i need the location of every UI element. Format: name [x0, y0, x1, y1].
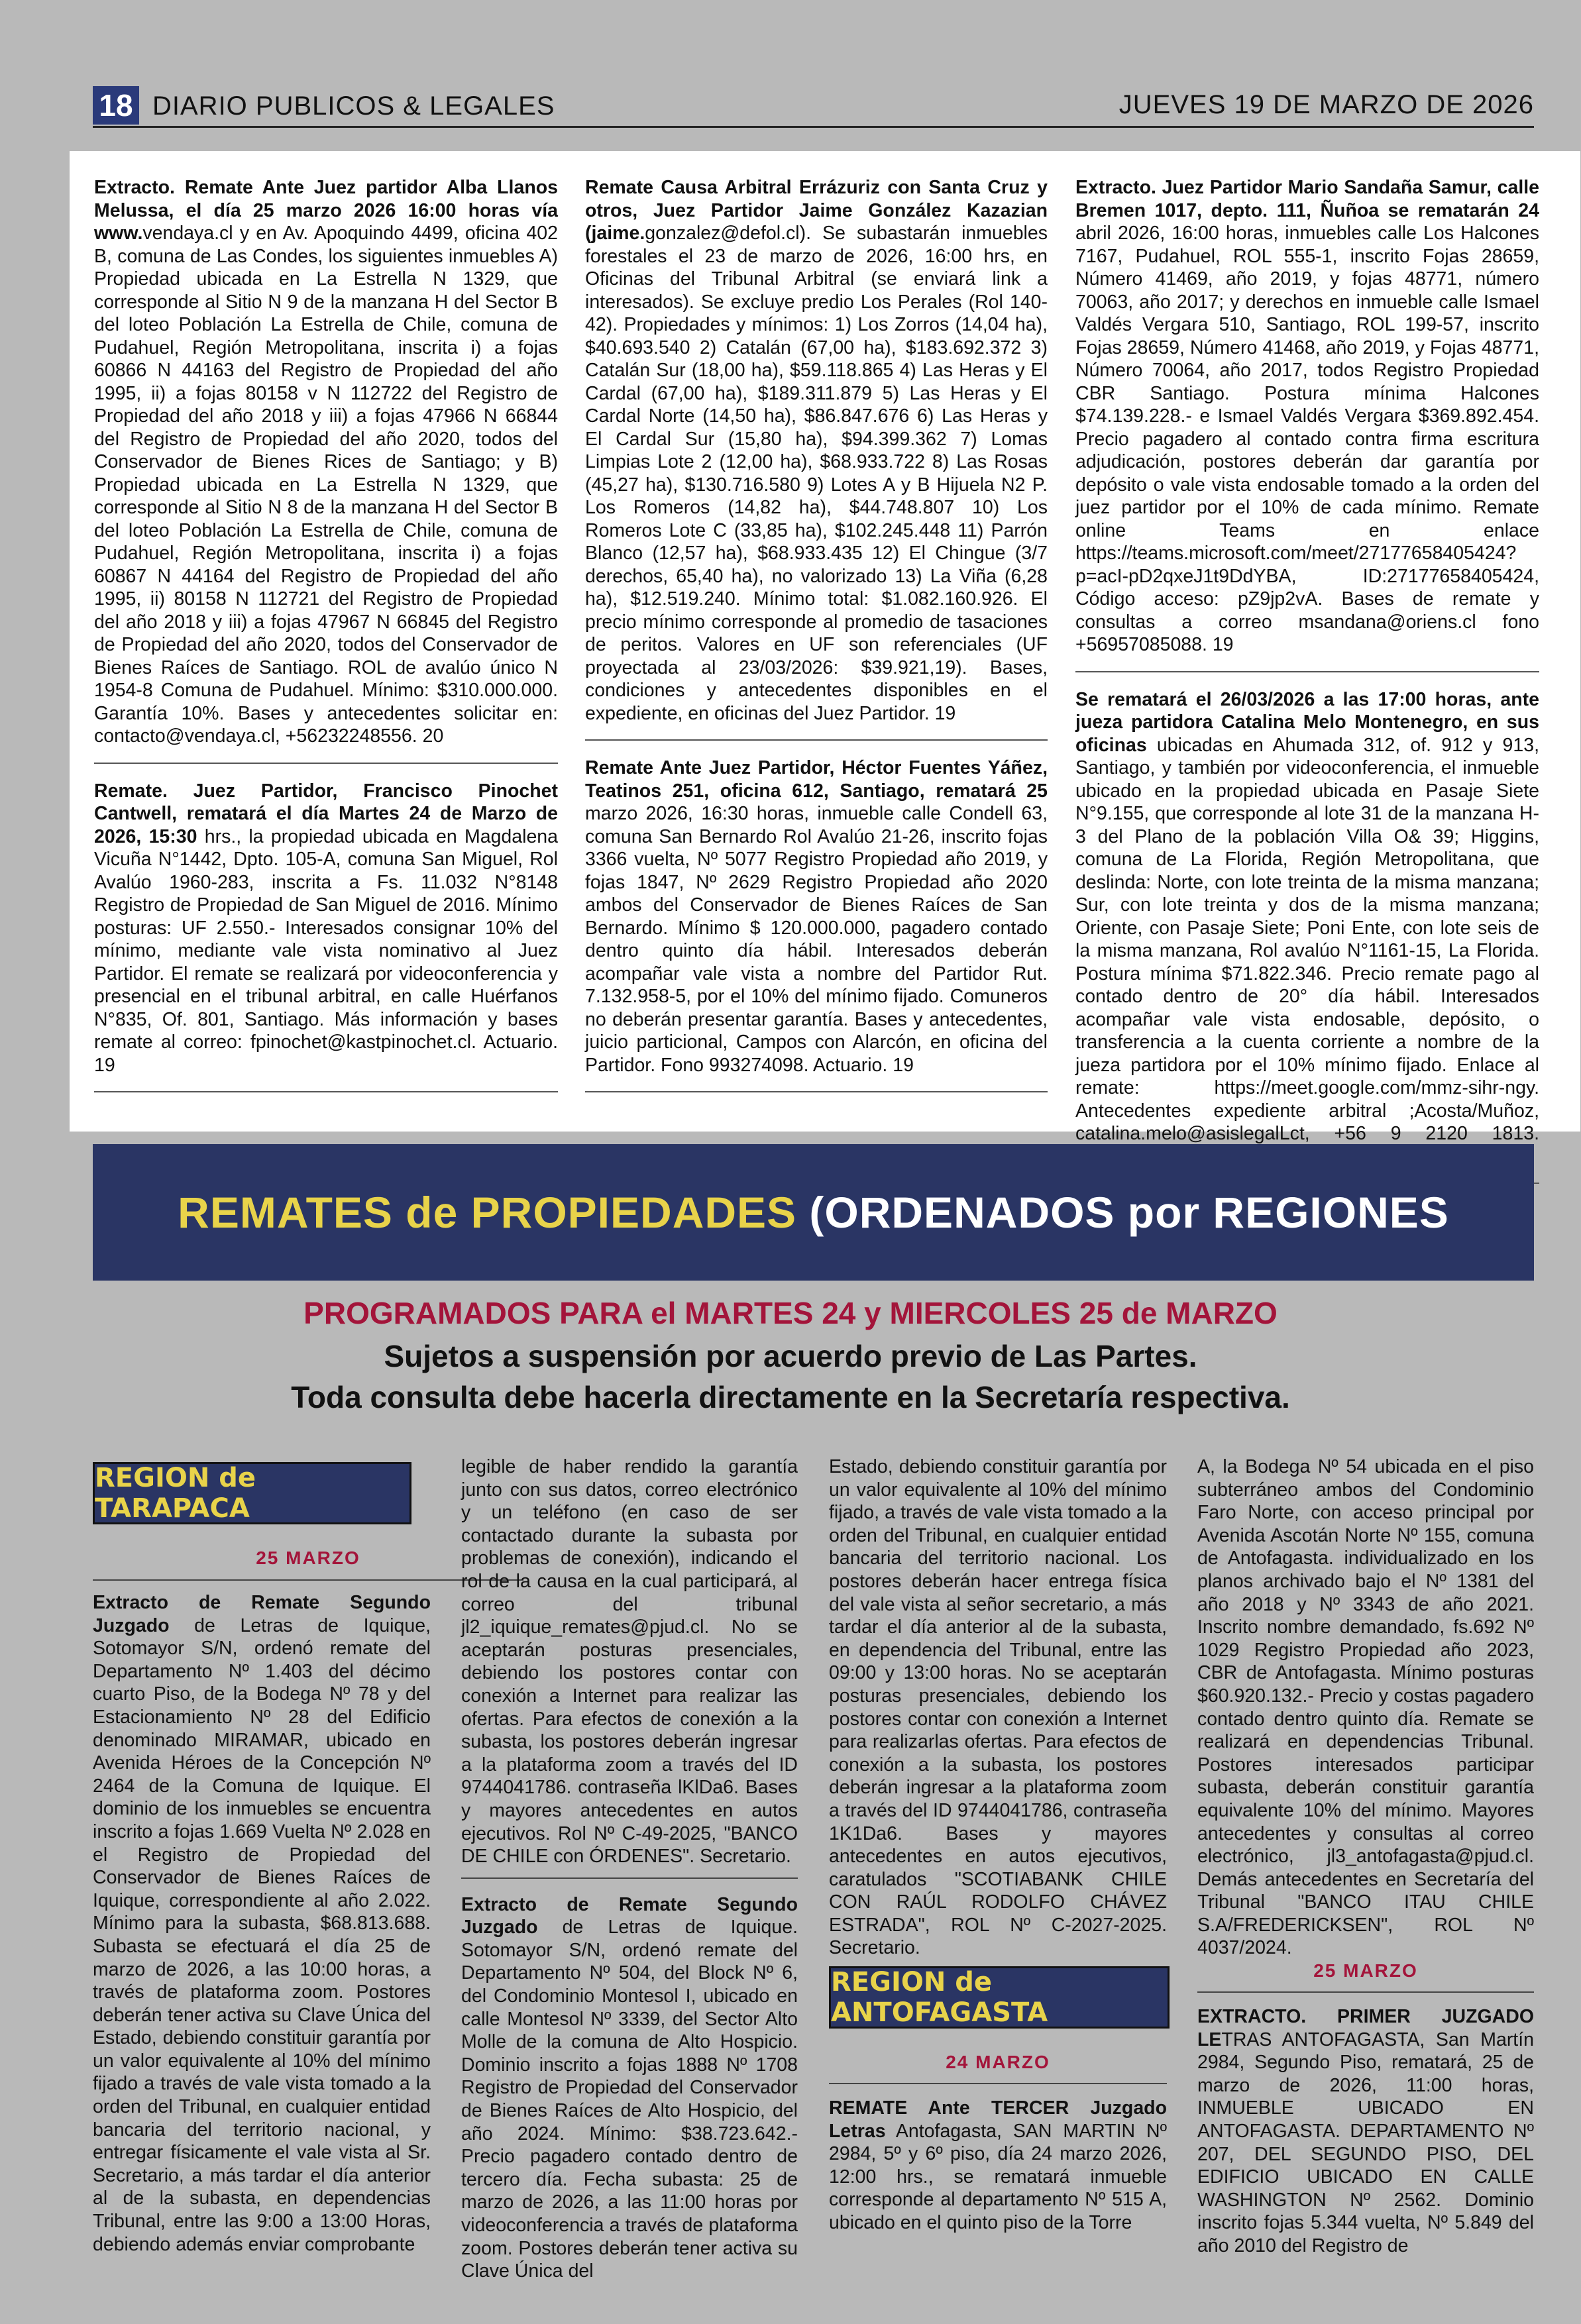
notice-body: marzo 2026, 16:30 horas, inmueble calle Condell 63, comuna San Bernardo Rol Avalúo 21-26, inscrito fojas 3366 vuelta, Nº 5077 Registro Propiedad año 2019, y fojas 1847, Nº 2629 Registro Propiedad año 2020 ambos del Conservador de Bienes Raíces de San Bernardo. Mínimo $ 120.000.000, pagadero contado dentro quinto día hábil. Interesados deberán acompañar vale vista a nombre del Partidor Rut. 7.132.958-5, por el 10% del mínimo fijado. Comuneros no deberán presentar garantía. Bases y antecedentes, juicio particional, Campos con Alarcón, en oficina del Partidor. Fono 993274098. Actuario. 19 [585, 803, 1048, 1076]
region-header-antofagasta [829, 1966, 1170, 2029]
notice-heading: Se rematará el 26/03/2026 a las 17:00 horas, ante jueza partidora Catalina Melo Montenegro, en sus oficinas [1075, 688, 1539, 756]
notice-continued: A, la Bodega Nº 54 ubicada en el piso subterráneo ambos del Condominio Faro Norte, con acceso principal por Avenida Ascotán Norte Nº 155, comuna de Antofagasta. individualizado en los planos archivado bajo el Nº 1381 del año 2018 y Nº 3343 de año 2021. Inscrito nombre demandado, fs.692 Nº 1029 Registro Propiedad año 2023, CBR de Antofagasta. Mínimo posturas $60.920.132.- Precio y costas pagadero contado dentro quinto día. Remate se realizará en dependencias Tribunal. Postores interesados participar subasta, deberán constituir garantía equivalente 10% del mínimo. Mayores antecedentes y consultas al correo electrónico, jl3_antofagasta@pjud.cl. Demás antecedentes en Secretaría del Tribunal "BANCO ITAU CHILE S.A/FREDERICKSEN", ROL Nº 4037/2024. [1197, 1456, 1534, 1959]
divider [94, 763, 558, 764]
notice [93, 1591, 431, 2256]
divider [461, 1877, 798, 1879]
notice-heading: REMATE Ante TERCER Juzgado Letras [829, 2097, 1167, 2142]
date-heading: 25 MARZO [256, 1548, 360, 1568]
notice-heading: Remate Ante Juez Partidor, Héctor Fuentes Yáñez, Teatinos 251, oficina 612, Santiago, rematará 25 [585, 757, 1048, 802]
divider [93, 1579, 523, 1581]
banner-title-part2: (ORDENADOS por REGIONES [796, 1188, 1449, 1237]
notice [94, 176, 558, 748]
notice-heading: Extracto. Remate Ante Juez partidor Alba Llanos Melussa, el día 25 marzo 2026 16:00 horas vía www. [94, 177, 558, 244]
divider [829, 2083, 1167, 2084]
notice-heading: Extracto de Remate Segundo Juzgado [461, 1893, 798, 1938]
notice-body: TRAS ANTOFAGASTA, San Martín 2984, Segundo Piso, rematará, 25 de marzo de 2026, 11:00 horas, INMUEBLE UBICADO EN ANTOFAGASTA. DEPARTAMENTO Nº 207, DEL SEGUNDO PISO, DEL EDIFICIO UBICADO EN CALLE WASHINGTON Nº 2562. Dominio inscrito fojas 5.344 vuelta, Nº 5.849 del año 2010 del Registro de [1197, 2029, 1534, 2256]
notice [461, 1893, 798, 2283]
bottom-column-1 [93, 1591, 431, 2256]
notice-heading: Remate Causa Arbitral Errázuriz con Santa Cruz y otros, Juez Partidor Jaime González Kazazian (jaime. [585, 177, 1048, 244]
notice-heading: Extracto. Juez Partidor Mario Sandaña Samur, calle Bremen 1017, depto. 111, Ñuñoa se rematarán 24 [1075, 177, 1539, 221]
notice [829, 2097, 1167, 2235]
region-title: REGION de ANTOFAGASTA [831, 1967, 1048, 2028]
notice [1197, 2005, 1534, 2258]
notices-box [70, 151, 1580, 1144]
notice-body: Antofagasta, SAN MARTIN Nº 2984, 5º y 6º piso, día 24 marzo 2026, 12:00 hrs., se rematará inmueble corresponde al departamento Nº 515 A, ubicado en el quinto piso de la Torre [829, 2120, 1167, 2233]
divider [1075, 671, 1539, 672]
divider [94, 1091, 558, 1092]
notice-continued: legible de haber rendido la garantía junto con sus datos, correo electrónico y un teléfono (en caso de ser contactado durante la subasta por problemas de conexión), indicando el rol de la causa en la cual participará, al correo del tribunal jl2_iquique_remates@pjud.cl. No se aceptarán posturas presenciales, debiendo los postores contar con conexión a Internet para realizar las ofertas. Para efectos de conexión a la subasta, los postores deberán ingresar a la plataforma zoom a través del ID 9744041786. contraseña lKlDa6. Bases y mayores antecedentes en autos ejecutivos. Rol Nº C-49-2025, "BANCO DE CHILE con ÓRDENES". Secretario. [461, 1456, 798, 1868]
notice-body: de Letras de Iquique. Sotomayor S/N, ordenó remate del Departamento Nº 504, del Block Nº 6, del Condominio Montesol I, ubicado en calle Montesol Nº 3339, del Sector Alto Molle de la comuna de Alto Hospicio. Dominio inscrito a fojas 1888 Nº 1708 Registro de Propiedad del Conservador de Bienes Raíces de Alto Hospicio, del año 2024. Mínimo: $38.723.642.- Precio pagadero contado dentro de tercero día. Fecha subasta: 25 de marzo de 2026, a las 11:00 horas por videoconferencia a través de plataforma zoom. Postores deberán tener activa su Clave Única del [461, 1917, 798, 2282]
programados-line: PROGRAMADOS PARA el MARTES 24 y MIERCOLES 25 de MARZO [303, 1296, 1278, 1330]
notice [585, 757, 1048, 1077]
bottom-column-3 [829, 1455, 1167, 1960]
region-header-tarapaca [93, 1462, 411, 1524]
notice-column-2 [585, 176, 1048, 1108]
banner-title-part1: REMATES de PROPIEDADES [178, 1188, 797, 1237]
notice [1075, 176, 1539, 657]
notice-column-3 [1075, 176, 1539, 1200]
notice [94, 780, 558, 1077]
suspension-note: Sujetos a suspensión por acuerdo previo de Las Partes. [384, 1339, 1197, 1373]
divider [585, 739, 1048, 741]
divider [1197, 1991, 1534, 1993]
notice-body: hrs., la propiedad ubicada en Magdalena Vicuña N°1442, Dpto. 105-A, comuna San Miguel, Rol Avalúo 1960-283, inscrita a Fs. 11.032 N°8148 Registro de Propiedad de San Miguel de 2016. Mínimo posturas: UF 2.550.- Interesados consignar 10% del mínimo, mediante vale vista nominativo al Juez Partidor. El remate se realizará por videoconferencia y presencial en el tribunal arbitral, en calle Huérfanos N°835, Of. 801, Santiago. Más información y bases remate al correo: fpinochet@kastpinochet.cl. Actuario. 19 [94, 825, 558, 1076]
publication-title: DIARIO PUBLICOS & LEGALES [152, 91, 555, 121]
notice-body: ubicadas en Ahumada 312, of. 912 y 913, Santiago, y también por videoconferencia, el inmueble ubicado en la propiedad ubicada en Pasaje Siete N°9.155, que corresponde al lote 31 de la manzana H-3 del Plano de la población Villa O& 39; Higgins, comuna de La Florida, Región Metropolitana, que deslinda: Norte, con lote treinta de la misma manzana; Sur, con lote treinta y dos de la misma manzana; Oriente, con Pasaje Siete; Poni Ente, con lote seis de la misma manzana, Rol avalúo N°1161-15, La Florida. Postura mínima $71.822.346. Precio remate pago al contado dentro de 20° día hábil. Interesados acompañar vale vista endosable, depósito, o transferencia a la cuenta corriente a nombre de la jueza partidora por el 10% mínimo fijado. Enlace al remate: https://meet.google.com/mmz-sihr-ngy. Antecedentes expediente arbitral ;Acosta/Muñoz, catalina.melo@asislegalLct, +56 9 2120 1813. [1075, 734, 1539, 1144]
notice-body: de Letras de Iquique, Sotomayor S/N, ordenó remate del Departamento Nº 1.403 del décimo cuarto Piso, de la Bodega Nº 78 y del Estacionamiento Nº 28 del Edificio denominado MIRAMAR, ubicado en Avenida Héroes de la Concepción Nº 2464 de la Comuna de Iquique. El dominio de los inmuebles se encuentra inscrito a fojas 1.669 Vuelta Nº 2.028 en el Registro de Propiedad del Conservador de Bienes Raíces de Iquique, correspondiente al año 2.022. Mínimo para la subasta, $68.813.688. Subasta se efectuará el día 25 de marzo de 2026, a las 10:00 horas, a través de plataforma zoom. Postores deberán tener activa su Clave Única del Estado, debiendo constituir garantía por un valor equivalente al 10% del mínimo fijado a través de vale vista tomado a la orden del Tribunal, en cualquier entidad bancaria del territorio nacional, y entregar físicamente el vale vista al Sr. Secretario, a más tardar el día anterior al de la subasta, en dependencias Tribunal, entre las 9:00 a 13:00 Horas, debiendo además enviar comprobante [93, 1614, 431, 2255]
notice-heading: Extracto de Remate Segundo Juzgado [93, 1592, 431, 1636]
notice-column-1 [94, 176, 558, 1108]
notice-body: gonzalez@defol.cl). Se subastarán inmuebles forestales el 23 de marzo de 2026, 16:00 hrs, en Oficinas del Tribunal Arbitral (se enviará link a interesados). Se excluye predio Los Perales (Rol 140-42). Propiedades y mínimos: 1) Los Zorros (14,04 ha), $40.693.540 2) Catalán (67,00 ha), $183.692.372 3) Catalán Sur (18,00 ha), $59.118.865 4) Las Heras y El Cardal (67,00 ha), $189.311.879 5) Las Heras y El Cardal Norte (14,50 ha), $86.847.676 6) Las Heras y El Cardal Sur (15,80 ha), $94.399.362 7) Lomas Limpias Lote 2 (12,00 ha), $68.933.722 8) Las Rosas (45,27 ha), $130.716.580 9) Lotes A y B Hijuela N2 P. Los Romeros (14,82 ha), $44.748.807 10) Los Romeros Lote C (33,85 ha), $102.245.448 11) Parrón Blanco (12,57 ha), $68.933.435 12) El Chingue (3/7 derechos, 65,40 ha), no valorizado 13) La Viña (6,28 ha), $12.519.240. Mínimo total: $1.082.160.926. El precio mínimo corresponde al promedio de tasaciones de peritos. Valores en UF son referenciales (UF proyectada al 23/03/2026: $39.921,19). Bases, condiciones y antecedentes disponibles en el expediente, en oficinas del Juez Partidor. 19 [585, 223, 1048, 724]
divider [585, 1091, 1048, 1092]
banner-title [178, 1187, 1449, 1238]
consulta-note: Toda consulta debe hacerla directamente en la Secretaría respectiva. [291, 1380, 1290, 1414]
bottom-column-2 [461, 1455, 798, 2283]
date-heading: 24 MARZO [946, 2052, 1050, 2072]
section-banner [93, 1144, 1534, 1281]
notice-body: vendaya.cl y en Av. Apoquindo 4499, oficina 402 B, comuna de Las Condes, los siguientes inmuebles A) Propiedad ubicada en La Estrella N 1329, que corresponde al Sitio N 9 de la manzana H del Sector B del loteo Población La Estrella de Chile, comuna de Pudahuel, Región Metropolitana, inscrita i) a fojas 60866 N 44163 del Registro de Propiedad del año 1995, ii) a fojas 80158 v N 112722 del Registro de Propiedad del año 2018 y iii) a fojas 47966 N 66844 del Registro de Propiedad del año 2020, todos del Conservador de Bienes Rices de Santiago; y B) Propiedad ubicada en La Estrella N 1329, que corresponde al Sitio N 8 de la manzana H del Sector B del loteo Población La Estrella de Chile, comuna de Pudahuel, Región Metropolitana, inscrita i) a fojas 60867 N 44164 del Registro de Propiedad del año 1995, ii) 80158 N 112721 del Registro de Propiedad del año 2018 y iii) a fojas 47967 N 66845 del Registro de Propiedad del año 2020, todos del Conservador de Bienes Raíces de Santiago. ROL de avalúo único N 1954-8 Comuna de Pudahuel. Mínimo: $310.000.000. Garantía 10%. Bases y antecedentes solicitar en: contacto@vendaya.cl, +56232248556. 20 [94, 223, 558, 747]
bottom-column-4 [1197, 1455, 1534, 1960]
page-header [93, 83, 1534, 128]
page-number: 18 [93, 86, 139, 125]
notice-heading: EXTRACTO. PRIMER JUZGADO LE [1197, 2006, 1534, 2050]
notice-body: abril 2026, 16:00 horas, inmuebles calle Los Halcones 7167, Pudahuel, ROL 555-1, inscrito Fojas 28659, Número 41469, año 2019, y fojas 48771, número 70063, año 2017; y derechos en inmueble calle Ismael Valdés Vergara 510, Santiago, ROL 199-57, inscrito Fojas 28659, Número 41468, año 2019, y Fojas 48771, Número 70064, año 2017, todos Registro Propiedad CBR Santiago. Postura mínima Halcones $74.139.228.- e Ismael Valdés Vergara $369.892.454. Precio pagadero al contado contra firma escritura adjudicación, postores deberán dar garantía por depósito o vale vista endosable tomado a la orden del juez partidor por el 10% de cada mínimo. Remate online Teams en enlace https://teams.microsoft.com/meet/27177658405424?p=acI-pD2qxeJ1t9DdYBA, ID:27177658405424, Código acceso: pZ9jp2vA. Bases de remate y consultas a correo msandana@oriens.cl fono +56957085088. 19 [1075, 223, 1539, 655]
notice [1075, 688, 1539, 1169]
date-heading: 25 MARZO [1313, 1960, 1418, 1981]
publication-date: JUEVES 19 DE MARZO DE 2026 [1118, 90, 1534, 119]
bottom-column-3-notice [829, 2097, 1167, 2235]
notice [585, 176, 1048, 725]
region-title: REGION de TARAPACA [95, 1463, 256, 1524]
notice-heading: Remate. Juez Partidor, Francisco Pinochet Cantwell, rematará el día Martes 24 de Marzo de 2026, 15:30 [94, 780, 558, 847]
bottom-column-4-notice [1197, 2005, 1534, 2258]
notice-continued: Estado, debiendo constituir garantía por un valor equivalente al 10% del mínimo fijado, a través de vale vista tomado a la orden del Tribunal, en cualquier entidad bancaria del territorio nacional. Los postores deberán hacer entrega física del vale vista al señor secretario, a más tardar el día anterior al de la subasta, en dependencia del Tribunal, entre las 09:00 y 13:00 horas. No se aceptarán posturas presenciales, debiendo los postores contar con conexión a Internet para realizarlas ofertas. Para efectos de conexión a la subasta, los postores deberán ingresar a la plataforma zoom a través del ID 9744041786, contraseña 1K1Da6. Bases y mayores antecedentes en autos ejecutivos, caratulados "SCOTIABANK CHILE CON RAÚL RODOLFO CHÁVEZ ESTRADA", ROL Nº C-2027-2025. Secretario. [829, 1456, 1167, 1959]
